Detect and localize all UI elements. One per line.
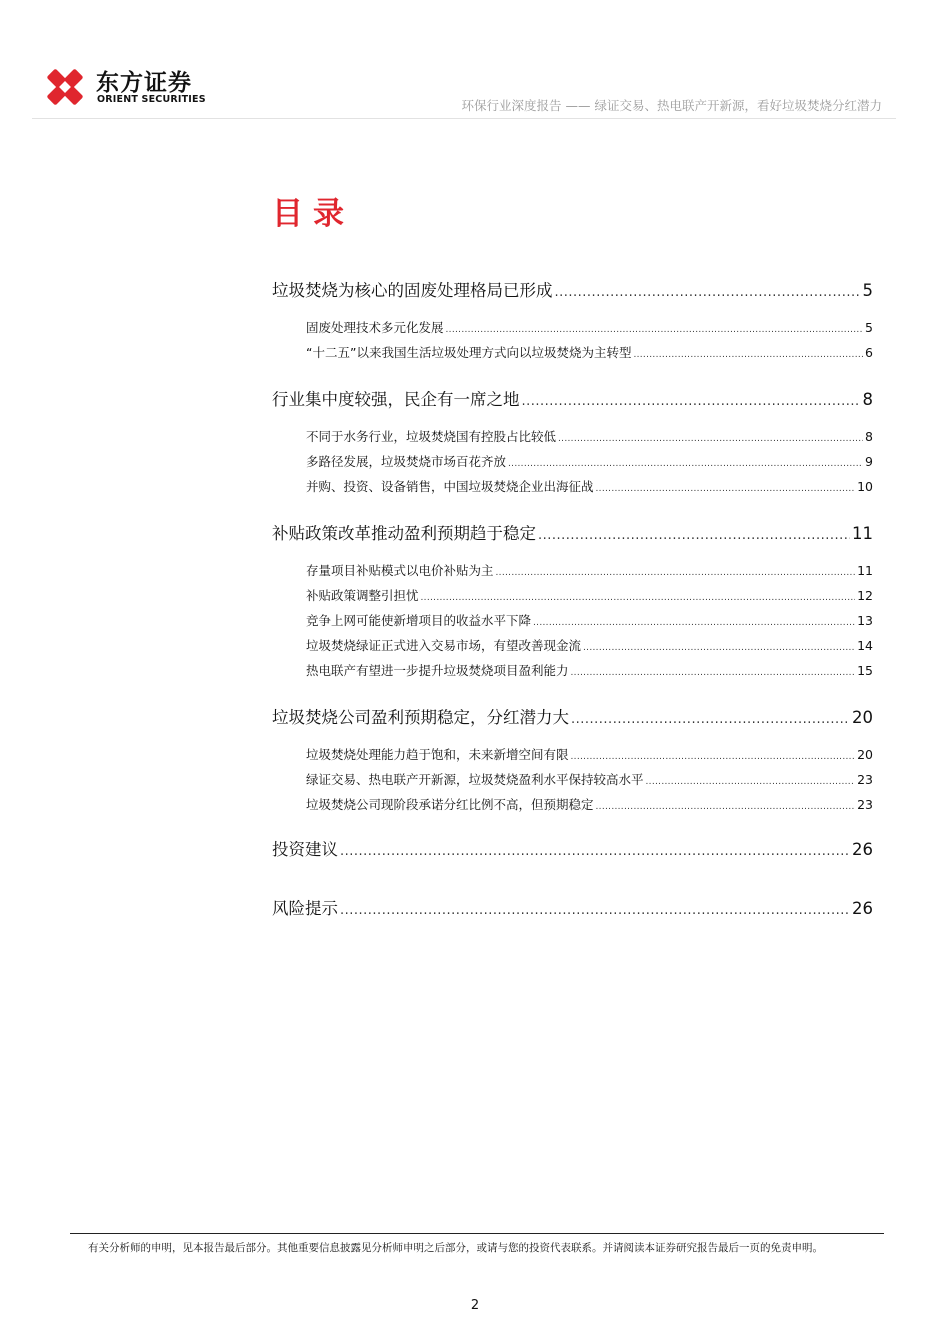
toc-item[interactable]: 存量项目补贴模式以电价补贴为主 ..... 11 bbox=[306, 558, 873, 583]
toc-heading: 目录 bbox=[272, 196, 354, 232]
toc-section[interactable]: 风险提示 ..... 26 bbox=[272, 894, 873, 924]
toc-item[interactable]: 固废处理技术多元化发展 ..... 5 bbox=[306, 315, 873, 340]
toc-item[interactable]: 竞争上网可能使新增项目的收益水平下降 ..... 13 bbox=[306, 608, 873, 633]
toc-item[interactable]: 垃圾焚烧处理能力趋于饱和，未来新增空间有限 ..... 20 bbox=[306, 742, 873, 767]
toc-item[interactable]: “十二五”以来我国生活垃圾处理方式向以垃圾焚烧为主转型 ..... 6 bbox=[306, 340, 873, 365]
report-title: 环保行业深度报告 —— 绿证交易、热电联产开新源，看好垃圾焚烧分红潜力 bbox=[461, 98, 882, 113]
orient-logo-icon bbox=[44, 66, 86, 108]
toc-section[interactable]: 垃圾焚烧公司盈利预期稳定，分红潜力大 ..... 20 bbox=[272, 703, 873, 733]
table-of-contents bbox=[272, 276, 873, 924]
toc-item[interactable]: 垃圾焚烧绿证正式进入交易市场，有望改善现金流 ..... 14 bbox=[306, 633, 873, 658]
toc-item[interactable]: 不同于水务行业，垃圾焚烧国有控股占比较低 ..... 8 bbox=[306, 424, 873, 449]
toc-section[interactable]: 补贴政策改革推动盈利预期趋于稳定 ..... 11 bbox=[272, 519, 873, 549]
toc-section[interactable]: 垃圾焚烧为核心的固废处理格局已形成 ..... 5 bbox=[272, 276, 873, 306]
toc-section[interactable]: 投资建议 ..... 26 bbox=[272, 835, 873, 865]
toc-item[interactable]: 绿证交易、热电联产开新源，垃圾焚烧盈利水平保持较高水平 ..... 23 bbox=[306, 767, 873, 792]
logo-text-en: ORIENT SECURITIES bbox=[97, 94, 206, 105]
page-number: 2 bbox=[470, 1298, 480, 1313]
company-logo bbox=[44, 64, 209, 108]
toc-item[interactable]: 多路径发展，垃圾焚烧市场百花齐放 ..... 9 bbox=[306, 449, 873, 474]
toc-item[interactable]: 补贴政策调整引担忧 ..... 12 bbox=[306, 583, 873, 608]
header-divider bbox=[32, 118, 896, 119]
footer-divider bbox=[70, 1233, 884, 1234]
toc-item[interactable]: 热电联产有望进一步提升垃圾焚烧项目盈利能力 ..... 15 bbox=[306, 658, 873, 683]
toc-item[interactable]: 垃圾焚烧公司现阶段承诺分红比例不高，但预期稳定 ..... 23 bbox=[306, 792, 873, 817]
logo-text-cn: 东方证券 bbox=[96, 70, 192, 96]
toc-section[interactable]: 行业集中度较强，民企有一席之地 ..... 8 bbox=[272, 385, 873, 415]
footer-disclaimer: 有关分析师的申明，见本报告最后部分。其他重要信息披露见分析师申明之后部分，或请与您的投资代表联系。并请阅读本证券研究报告最后一页的免责申明。 bbox=[88, 1242, 823, 1254]
toc-item[interactable]: 并购、投资、设备销售，中国垃圾焚烧企业出海征战 ..... 10 bbox=[306, 474, 873, 499]
